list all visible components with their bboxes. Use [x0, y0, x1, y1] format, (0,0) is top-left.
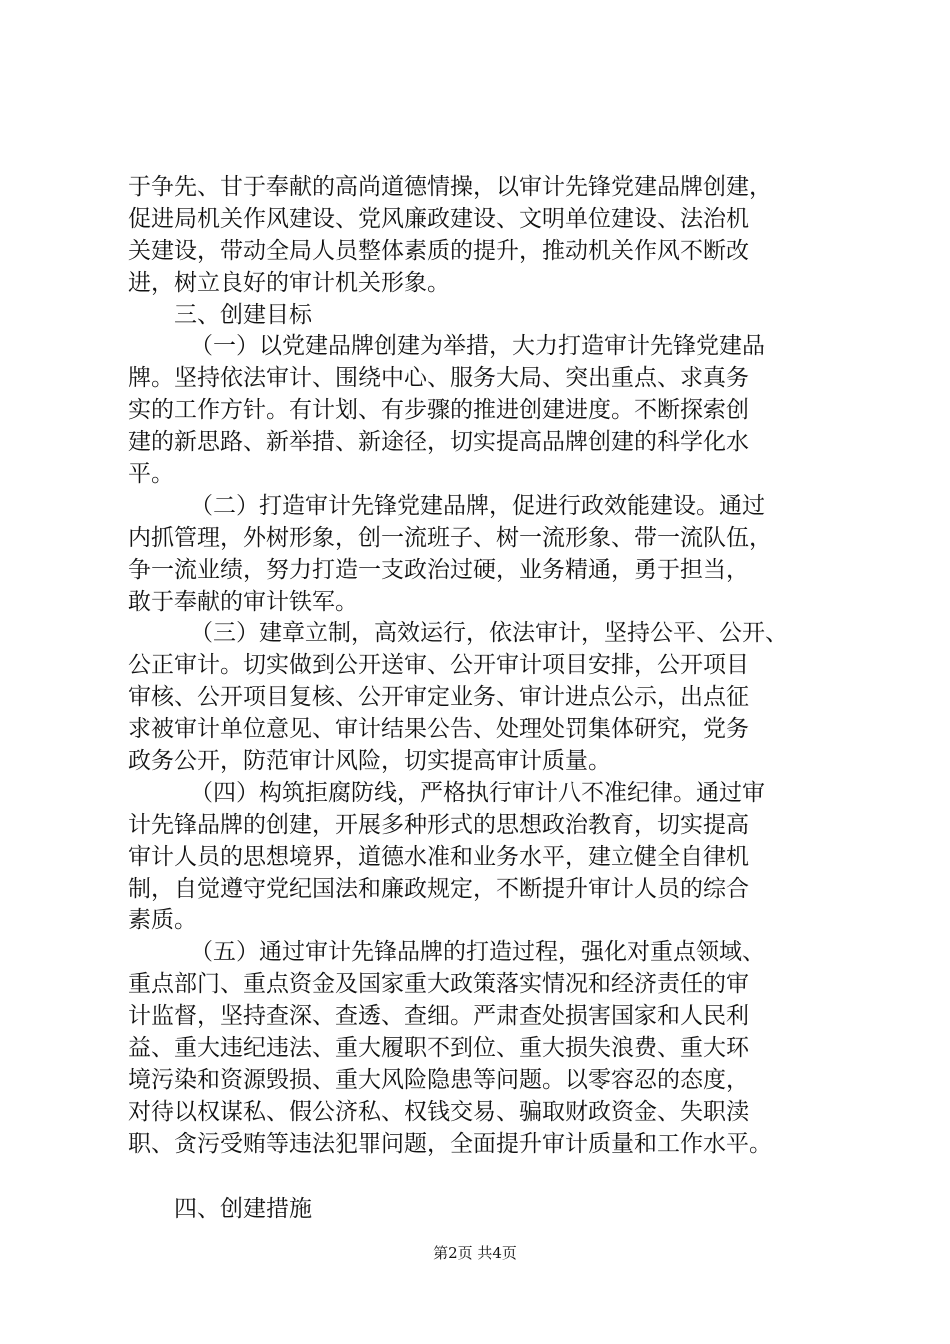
text-line: 敢于奉献的审计铁军。	[128, 588, 358, 615]
page-number: 第2页 共4页	[433, 1244, 517, 1262]
text-line: （五）通过审计先锋品牌的打造过程，强化对重点领域、	[190, 939, 765, 966]
paragraph-spacer	[128, 1161, 848, 1194]
section-heading-goals: 三、创建目标	[174, 301, 312, 328]
text-line: 审核、公开项目复核、公开审定业务、审计进点公示，出点征	[128, 684, 749, 711]
text-line: 实的工作方针。有计划、有步骤的推进创建进度。不断探索创	[128, 397, 749, 424]
paragraph-intro	[128, 172, 848, 300]
text-line: 对待以权谋私、假公济私、权钱交易、骗取财政资金、失职渎	[128, 1098, 749, 1125]
text-line: 平。	[128, 461, 174, 488]
paragraph-goal-2	[128, 491, 848, 619]
text-line: 益、重大违纪违法、重大履职不到位、重大损失浪费、重大环	[128, 1035, 749, 1062]
text-line: 公正审计。切实做到公开送审、公开审计项目安排，公开项目	[128, 652, 749, 679]
page-footer	[0, 1243, 950, 1263]
text-line: 职、贪污受贿等违法犯罪问题，全面提升审计质量和工作水平。	[128, 1130, 772, 1157]
text-line: 牌。坚持依法审计、围绕中心、服务大局、突出重点、求真务	[128, 365, 749, 392]
text-line: 关建设，带动全局人员整体素质的提升，推动机关作风不断改	[128, 237, 749, 264]
paragraph-goal-5	[128, 937, 848, 1160]
text-line: 计先锋品牌的创建，开展多种形式的思想政治教育，切实提高	[128, 811, 749, 838]
section-heading-measures: 四、创建措施	[174, 1195, 312, 1222]
paragraph-goal-3	[128, 618, 848, 777]
text-line: 重点部门、重点资金及国家重大政策落实情况和经济责任的审	[128, 971, 749, 998]
text-line: 争一流业绩，努力打造一支政治过硬，业务精通，勇于担当，	[128, 556, 749, 583]
text-line: 于争先、甘于奉献的高尚道德情操，以审计先锋党建品牌创建，	[128, 174, 772, 200]
paragraph-goal-4	[128, 778, 848, 937]
text-line: （四）构筑拒腐防线，严格执行审计八不准纪律。通过审	[190, 779, 765, 806]
text-line: 制，自觉遵守党纪国法和廉政规定，不断提升审计人员的综合	[128, 875, 749, 902]
text-line: 求被审计单位意见、审计结果公告、处理处罚集体研究，党务	[128, 716, 749, 743]
text-line: 境污染和资源毁损、重大风险隐患等问题。以零容忍的态度，	[128, 1066, 749, 1093]
paragraph-goal-1	[128, 331, 848, 490]
text-line: 素质。	[128, 907, 197, 934]
text-line: 进，树立良好的审计机关形象。	[128, 269, 450, 296]
text-line: 政务公开，防范审计风险，切实提高审计质量。	[128, 748, 611, 775]
text-line: （三）建章立制，高效运行，依法审计，坚持公平、公开、	[190, 620, 788, 647]
text-line: （一）以党建品牌创建为举措，大力打造审计先锋党建品	[190, 333, 765, 360]
text-line: （二）打造审计先锋党建品牌，促进行政效能建设。通过	[190, 492, 765, 519]
text-line: 审计人员的思想境界，道德水准和业务水平，建立健全自律机	[128, 843, 749, 870]
text-line: 促进局机关作风建设、党风廉政建设、文明单位建设、法治机	[128, 205, 749, 232]
document-body	[128, 172, 848, 1226]
text-line: 建的新思路、新举措、新途径，切实提高品牌创建的科学化水	[128, 429, 749, 456]
text-line: 内抓管理，外树形象，创一流班子、树一流形象、带一流队伍，	[128, 524, 772, 551]
text-line: 计监督，坚持查深、查透、查细。严肃查处损害国家和人民利	[128, 1003, 749, 1030]
